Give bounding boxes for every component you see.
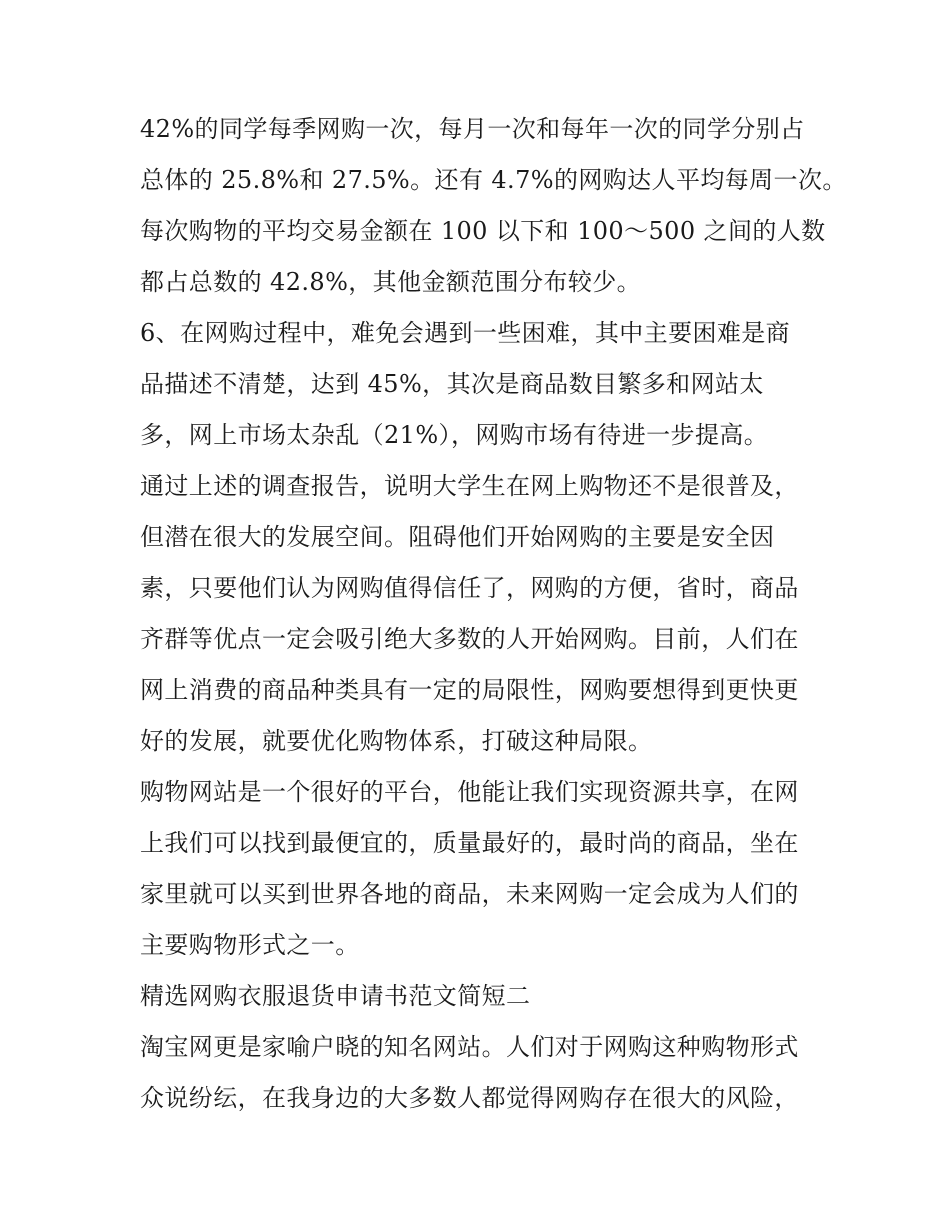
text-line-3: 每次购物的平均交易金额在 100 以下和 100～500 之间的人数 [140,217,826,245]
text-line-17: 主要购物形式之一。 [140,931,360,959]
text-line-2: 总体的 25.8%和 27.5%。还有 4.7%的网购达人平均每周一次。 [140,166,847,194]
text-line-15: 上我们可以找到最便宜的，质量最好的，最时尚的商品，坐在 [140,829,799,857]
text-line-14: 购物网站是一个很好的平台，他能让我们实现资源共享，在网 [140,778,799,806]
text-line-7: 多，网上市场太杂乱（21%），网购市场有待进一步提高。 [140,421,769,449]
text-line-19: 淘宝网更是家喻户晓的知名网站。人们对于网购这种购物形式 [140,1033,799,1061]
text-line-12: 网上消费的商品种类具有一定的局限性，网购要想得到更快更 [140,676,799,704]
text-line-1: 42%的同学每季网购一次，每月一次和每年一次的同学分别占 [140,115,805,143]
text-line-8: 通过上述的调查报告，说明大学生在网上购物还不是很普及， [140,472,799,500]
text-line-20: 众说纷纭，在我身边的大多数人都觉得网购存在很大的风险， [140,1084,799,1112]
text-line-10: 素，只要他们认为网购值得信任了，网购的方便，省时，商品 [140,574,799,602]
text-line-5: 6、在网购过程中，难免会遇到一些困难，其中主要困难是商 [140,319,791,347]
body-text [140,104,847,1124]
text-line-13: 好的发展，就要优化购物体系，打破这种局限。 [140,727,653,755]
text-line-9: 但潜在很大的发展空间。阻碍他们开始网购的主要是安全因 [140,523,775,551]
text-line-4: 都占总数的 42.8%，其他金额范围分布较少。 [140,268,642,296]
section-heading: 精选网购衣服退货申请书范文简短二 [140,982,531,1010]
text-line-11: 齐群等优点一定会吸引绝大多数的人开始网购。目前，人们在 [140,625,799,653]
text-line-6: 品描述不清楚，达到 45%，其次是商品数目繁多和网站太 [140,370,764,398]
text-line-16: 家里就可以买到世界各地的商品，未来网购一定会成为人们的 [140,880,799,908]
